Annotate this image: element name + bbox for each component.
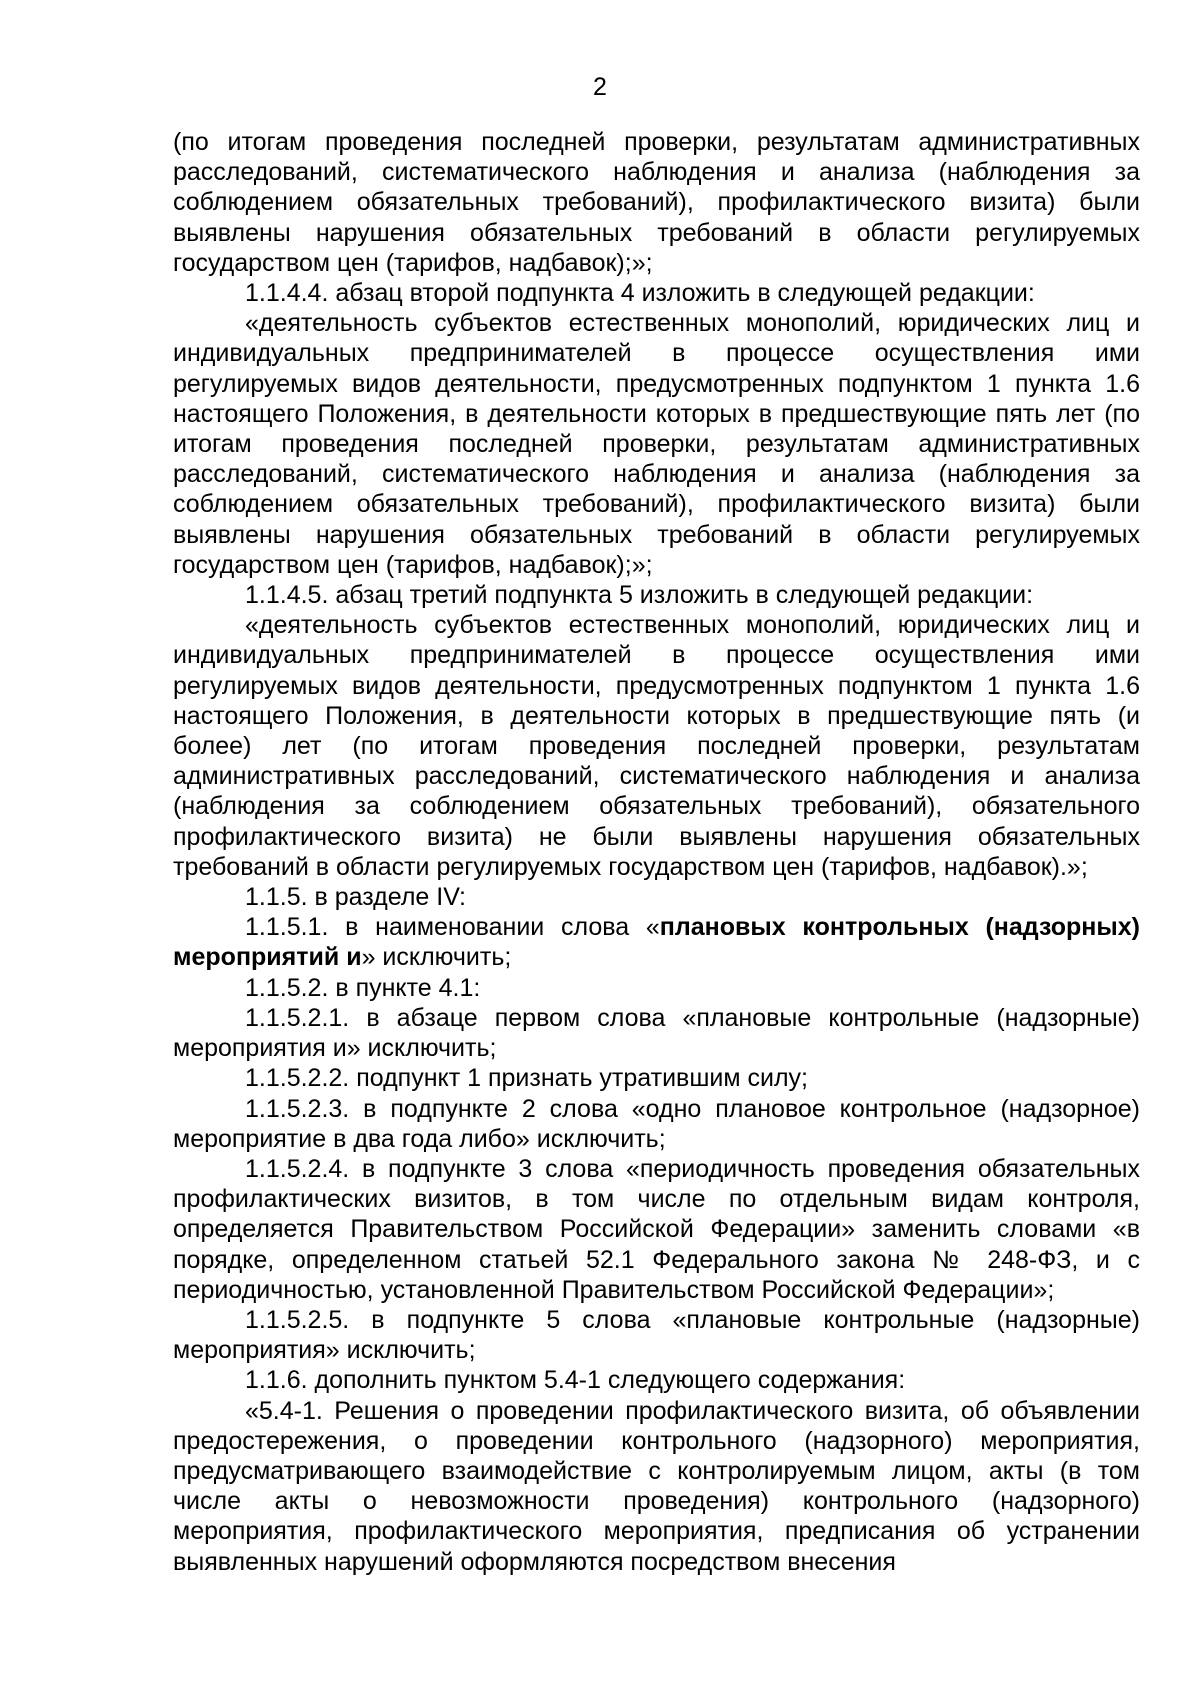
paragraph: 1.1.5. в разделе IV: xyxy=(245,883,466,912)
paragraph: 1.1.6. дополнить пунктом 5.4-1 следующего содержания: xyxy=(245,1366,906,1395)
paragraph-text: » исключить; xyxy=(361,943,512,972)
paragraph: (по итогам проведения последней проверки, результатам административных расследований, систематического наблюдения и анализа (наблюдения за соблюдением обязательных требований), профилактического визита) были выявлены нарушения обязательных требований в области регулируемых государством цен (тарифов, надбавок);»; xyxy=(173,128,1140,277)
paragraph: 1.1.5.2.4. в подпункте 3 слова «периодичность проведения обязательных профилактических визитов, в том числе по отдельным видам контроля, определяется Правительством Российской Федерации» заменить словами «в порядке, определенном статьей 52.1 Федерального закона № 248-ФЗ, и с периодичностью, установленной Правительством Российской Федерации»; xyxy=(173,1154,1140,1304)
page-number: 2 xyxy=(593,73,607,101)
bold-text: плановых контрольных (надзорных) мероприятий и xyxy=(173,913,1140,972)
paragraph: 1.1.5.2. в пункте 4.1: xyxy=(245,973,481,1002)
paragraph: 1.1.5.2.2. подпункт 1 признать утратившим силу; xyxy=(245,1064,808,1093)
paragraph: 1.1.4.5. абзац третий подпункта 5 изложить в следующей редакции: xyxy=(245,581,1034,610)
paragraph: «деятельность субъектов естественных монополий, юридических лиц и индивидуальных предпринимателей в процессе осуществления ими регулируемых видов деятельности, предусмотренных подпунктом 1 пункта 1.6 настоящего Положения, в деятельности которых в предшествующие пять лет (по итогам проведения последней проверки, результатам административных расследований, систематического наблюдения и анализа (наблюдения за соблюдением обязательных требований), профилактического визита) были выявлены нарушения обязательных требований в области регулируемых государством цен (тарифов, надбавок);»; xyxy=(173,309,1140,579)
paragraph: «5.4-1. Решения о проведении профилактического визита, об объявлении предостережения, о проведении контрольного (надзорного) мероприятия, предусматривающего взаимодействие с контролируемым лицом, акты (в том числе акты о невозможности проведения) контрольного (надзорного) мероприятия, профилактического мероприятия, предписания об устранении выявленных нарушений оформляются посредством внесения xyxy=(173,1396,1140,1576)
paragraph: 1.1.4.4. абзац второй подпункта 4 изложить в следующей редакции: xyxy=(245,279,1035,308)
document-body xyxy=(173,127,1140,1577)
paragraph: «деятельность субъектов естественных монополий, юридических лиц и индивидуальных предпринимателей в процессе осуществления ими регулируемых видов деятельности, предусмотренных подпунктом 1 пункта 1.6 настоящего Положения, в деятельности которых в предшествующие пять (и более) лет (по итогам проведения последней проверки, результатам административных расследований, систематического наблюдения и анализа (наблюдения за соблюдением обязательных требований), обязательного профилактического визита) не были выявлены нарушения обязательных требований в области регулируемых государством цен (тарифов, надбавок).»; xyxy=(173,611,1140,881)
paragraph: 1.1.5.2.5. в подпункте 5 слова «плановые контрольные (надзорные) мероприятия» исключить; xyxy=(173,1305,1140,1365)
paragraph: 1.1.5.2.3. в подпункте 2 слова «одно плановое контрольное (надзорное) мероприятие в два года либо» исключить; xyxy=(173,1094,1140,1153)
paragraph xyxy=(173,912,1140,972)
paragraph-text: 1.1.5.1. в наименовании слова « xyxy=(245,913,660,942)
paragraph: 1.1.5.2.1. в абзаце первом слова «плановые контрольные (надзорные) мероприятия и» исключить; xyxy=(173,1003,1140,1063)
